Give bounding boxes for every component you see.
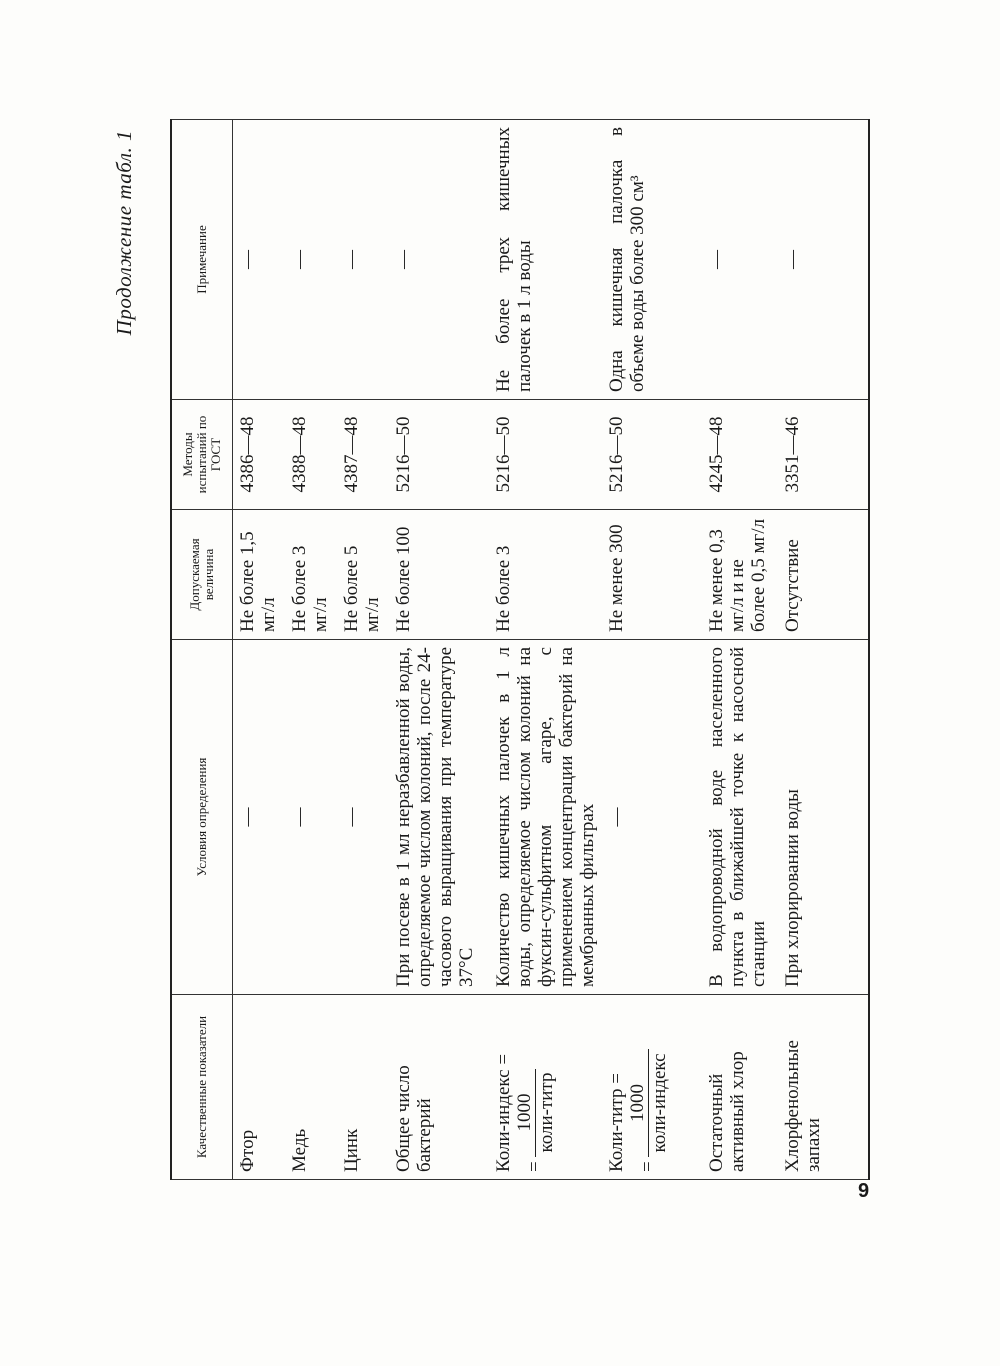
cell-conditions: — xyxy=(285,640,337,995)
cell-methods: 5216—50 xyxy=(389,400,489,510)
cell-note: Не более трех кишечных палочек в 1 л воды xyxy=(489,120,602,400)
cell-indicator xyxy=(489,995,602,1180)
table-row xyxy=(489,120,602,1180)
indicator-suffix: = xyxy=(523,1161,545,1172)
fraction xyxy=(627,1049,670,1156)
cell-conditions: — xyxy=(337,640,389,995)
cell-indicator: Медь xyxy=(285,995,337,1180)
cell-value: Отсутствие xyxy=(778,510,870,640)
cell-indicator: Остаточный активный хлор xyxy=(702,995,778,1180)
table-row xyxy=(233,120,285,1180)
indicator-prefix: Коли-индекс = xyxy=(492,1053,514,1172)
indicator-prefix: Коли-титр = xyxy=(605,1073,627,1172)
cell-methods: 5216—50 xyxy=(489,400,602,510)
cell-methods: 3351—46 xyxy=(778,400,870,510)
cell-note: — xyxy=(389,120,489,400)
cell-conditions: В водопроводной воде населенного пункта в ближайшей точке к насосной станции xyxy=(702,640,778,995)
cell-methods: 4388—48 xyxy=(285,400,337,510)
cell-value: Не более 5 мг/л xyxy=(337,510,389,640)
header-note: Примечание xyxy=(171,120,233,400)
cell-methods: 4245—48 xyxy=(702,400,778,510)
table-caption: Продолжение табл. 1 xyxy=(112,130,136,336)
fraction-numerator: 1000 xyxy=(627,1049,649,1156)
fraction-denominator: коли-титр xyxy=(535,1072,557,1153)
table-row xyxy=(702,120,778,1180)
fraction-numerator: 1000 xyxy=(514,1069,536,1157)
header-indicator: Качественные показатели xyxy=(171,995,233,1180)
rotated-table-block xyxy=(112,120,870,1180)
cell-note: — xyxy=(285,120,337,400)
cell-methods: 5216—50 xyxy=(602,400,702,510)
fraction xyxy=(514,1069,557,1157)
cell-methods: 4386—48 xyxy=(233,400,285,510)
cell-conditions: При посеве в 1 мл неразбавленной воды, определяемое числом колоний, после 24-часового выращивания при температуре 37°С xyxy=(389,640,489,995)
cell-conditions: — xyxy=(233,640,285,995)
indicator-suffix: = xyxy=(636,1161,658,1172)
header-conditions: Условия определения xyxy=(171,640,233,995)
cell-indicator: Фтор xyxy=(233,995,285,1180)
cell-indicator: Хлорфенольные запахи xyxy=(778,995,870,1180)
quality-table xyxy=(170,119,870,1180)
header-row xyxy=(171,120,233,1180)
table-row xyxy=(602,120,702,1180)
cell-conditions: — xyxy=(602,640,702,995)
cell-note: Одна кишечная палочка в объеме воды более 300 см³ xyxy=(602,120,702,400)
cell-indicator: Цинк xyxy=(337,995,389,1180)
cell-value: Не более 3 xyxy=(489,510,602,640)
cell-value: Не менее 300 xyxy=(602,510,702,640)
cell-value: Не более 100 xyxy=(389,510,489,640)
cell-note: — xyxy=(233,120,285,400)
table-row xyxy=(389,120,489,1180)
cell-note: — xyxy=(778,120,870,400)
cell-value: Не менее 0,3 мг/л и не более 0,5 мг/л xyxy=(702,510,778,640)
header-methods: Методы испытаний по ГОСТ xyxy=(171,400,233,510)
page-number: 9 xyxy=(858,1180,870,1202)
cell-indicator xyxy=(602,995,702,1180)
cell-methods: 4387—48 xyxy=(337,400,389,510)
table-row xyxy=(337,120,389,1180)
table-row xyxy=(285,120,337,1180)
table-row xyxy=(778,120,870,1180)
header-value: Допускаемая величина xyxy=(171,510,233,640)
cell-indicator: Общее число бактерий xyxy=(389,995,489,1180)
fraction-denominator: коли-индекс xyxy=(648,1053,670,1153)
cell-conditions: При хлорировании воды xyxy=(778,640,870,995)
cell-value: Не более 3 мг/л xyxy=(285,510,337,640)
cell-note: — xyxy=(337,120,389,400)
cell-value: Не более 1,5 мг/л xyxy=(233,510,285,640)
cell-conditions: Количество кишечных палочек в 1 л воды, определяемое числом колоний на фуксин-сульфитном агаре, с применением концентрации бактерий на мембранных фильтрах xyxy=(489,640,602,995)
cell-note: — xyxy=(702,120,778,400)
